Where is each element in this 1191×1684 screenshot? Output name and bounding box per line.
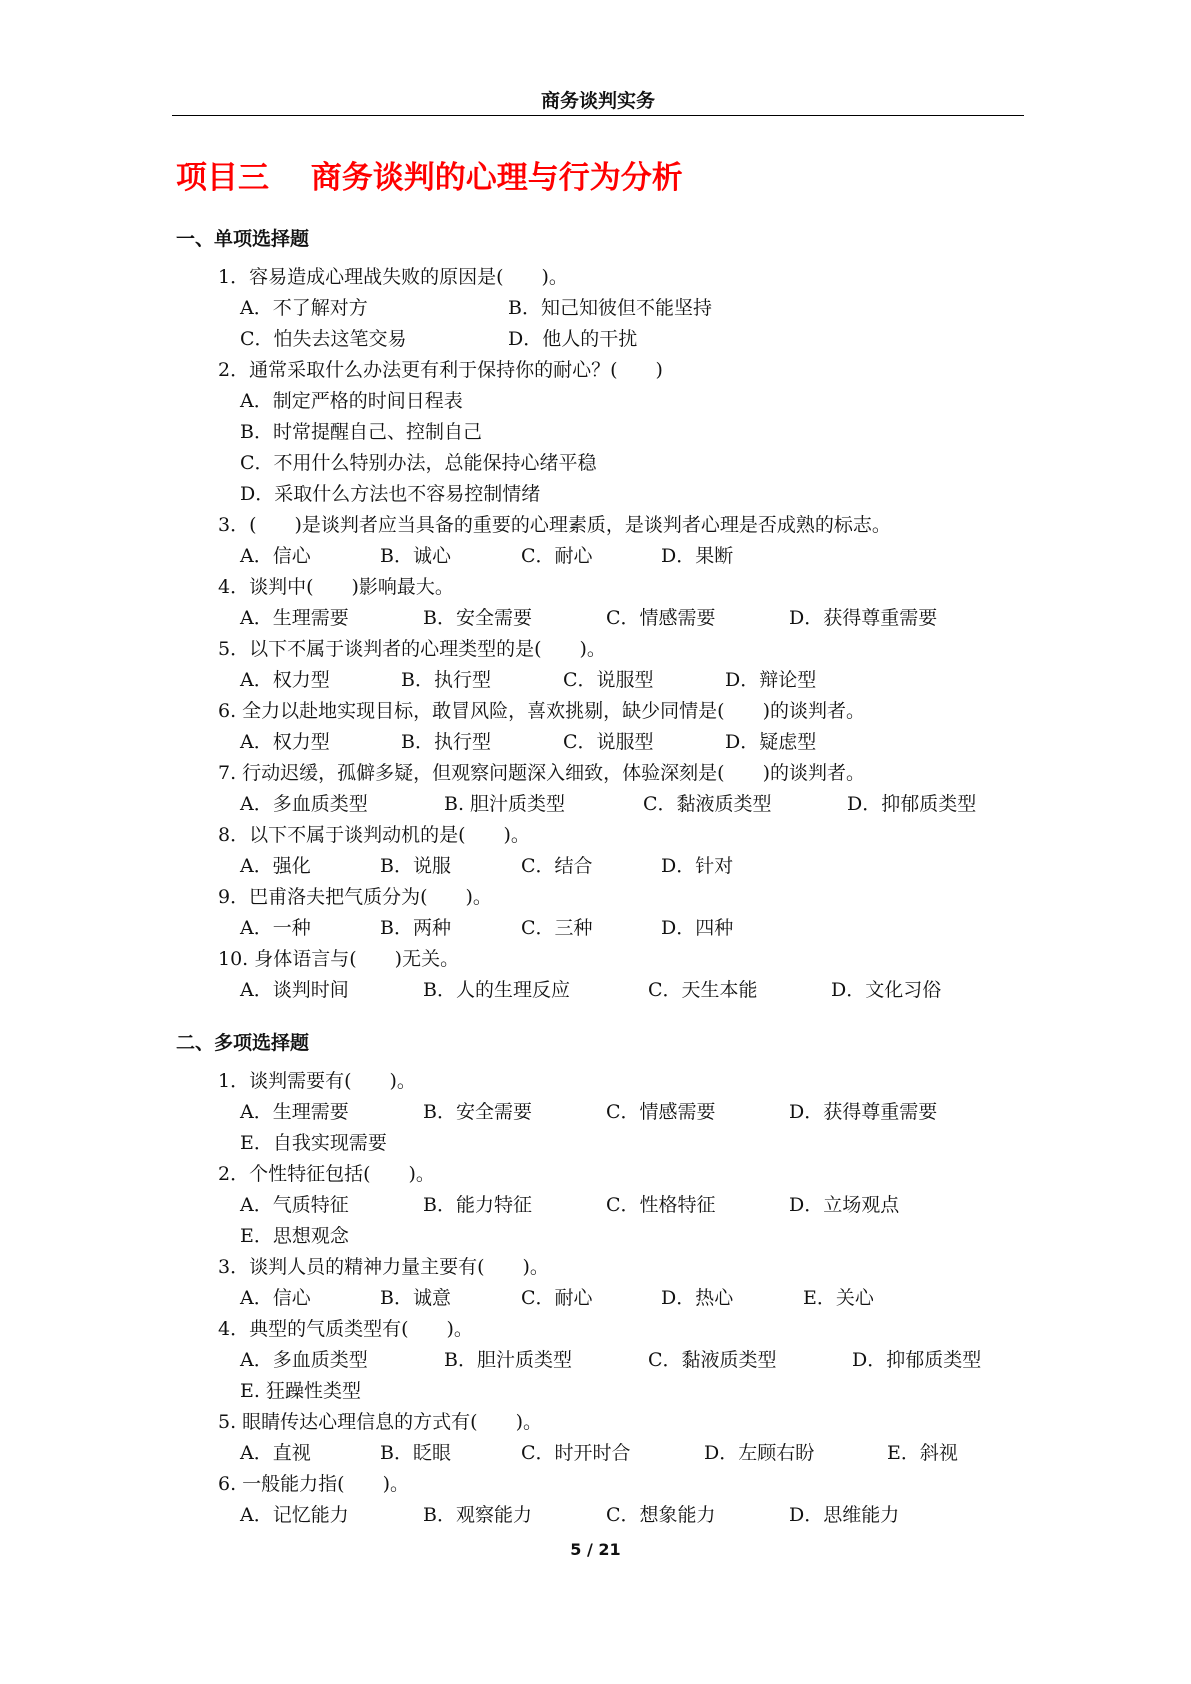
option-c: C．想象能力 [606, 1504, 716, 1526]
option-d: D．辩论型 [725, 669, 817, 691]
option-b: B．执行型 [401, 669, 491, 691]
question-stem: 5. 眼睛传达心理信息的方式有( )。 [218, 1411, 542, 1433]
question-stem: 2．通常采取什么办法更有利于保持你的耐心？( ) [218, 359, 663, 381]
option-d: D．采取什么方法也不容易控制情绪 [240, 483, 541, 505]
option-b: B．知己知彼但不能坚持 [508, 297, 712, 319]
option-d: D．四种 [661, 917, 734, 939]
option-a: A．信心 [240, 1287, 311, 1309]
option-a: A．强化 [240, 855, 311, 877]
option-c: C．结合 [521, 855, 593, 877]
question-stem: 10. 身体语言与( )无关。 [218, 948, 460, 970]
question-stem: 2．个性特征包括( )。 [218, 1163, 435, 1185]
option-b: B．胆汁质类型 [444, 1349, 572, 1371]
option-e: E．思想观念 [240, 1225, 349, 1247]
option-b: B．人的生理反应 [423, 979, 570, 1001]
option-b: B．安全需要 [423, 607, 532, 629]
header-rule [172, 115, 1024, 116]
option-a: A．多血质类型 [240, 1349, 368, 1371]
option-d: D．获得尊重需要 [789, 607, 938, 629]
section-title-multiple-choice: 二、多项选择题 [176, 1032, 310, 1054]
option-a: A．谈判时间 [240, 979, 349, 1001]
question-stem: 7. 行动迟缓，孤僻多疑，但观察问题深入细致，体验深刻是( )的谈判者。 [218, 762, 865, 784]
question-stem: 8．以下不属于谈判动机的是( )。 [218, 824, 530, 846]
page-number: 5 / 21 [570, 1540, 621, 1559]
option-b: B．诚意 [380, 1287, 451, 1309]
option-d: D．他人的干扰 [508, 328, 638, 350]
option-c: C．怕失去这笔交易 [240, 328, 407, 350]
option-c: C．性格特征 [606, 1194, 716, 1216]
option-b: B．安全需要 [423, 1101, 532, 1123]
question-stem: 4．谈判中( )影响最大。 [218, 576, 454, 598]
option-b: B．观察能力 [423, 1504, 532, 1526]
question-stem: 9．巴甫洛夫把气质分为( )。 [218, 886, 492, 908]
option-e: E．关心 [803, 1287, 874, 1309]
option-c: C．情感需要 [606, 1101, 716, 1123]
option-d: D．果断 [661, 545, 734, 567]
option-d: D．疑虑型 [725, 731, 817, 753]
option-b: B．能力特征 [423, 1194, 532, 1216]
question-stem: 3．谈判人员的精神力量主要有( )。 [218, 1256, 549, 1278]
option-a: A．多血质类型 [240, 793, 368, 815]
option-c: C．不用什么特别办法，总能保持心绪平稳 [240, 452, 597, 474]
option-a: A．生理需要 [240, 1101, 349, 1123]
option-c: C．天生本能 [648, 979, 758, 1001]
chapter-title: 项目三 商务谈判的心理与行为分析 [176, 160, 683, 196]
option-d: D．思维能力 [789, 1504, 900, 1526]
question-stem: 4．典型的气质类型有( )。 [218, 1318, 473, 1340]
option-a: A．直视 [240, 1442, 311, 1464]
option-a: A．权力型 [240, 669, 330, 691]
option-d: D．文化习俗 [831, 979, 942, 1001]
option-d: D．左顾右盼 [704, 1442, 815, 1464]
option-b: B．诚心 [380, 545, 451, 567]
question-stem: 3．( )是谈判者应当具备的重要的心理素质，是谈判者心理是否成熟的标志。 [218, 514, 891, 536]
question-stem: 1．谈判需要有( )。 [218, 1070, 416, 1092]
option-b: B．两种 [380, 917, 451, 939]
option-b: B．执行型 [401, 731, 491, 753]
question-stem: 6. 一般能力指( )。 [218, 1473, 409, 1495]
option-e: E．自我实现需要 [240, 1132, 387, 1154]
option-d: D．针对 [661, 855, 734, 877]
option-a: A．权力型 [240, 731, 330, 753]
option-c: C．说服型 [563, 669, 654, 691]
option-b: B．说服 [380, 855, 451, 877]
option-e: E．斜视 [887, 1442, 958, 1464]
option-a: A．不了解对方 [240, 297, 368, 319]
option-c: C．说服型 [563, 731, 654, 753]
option-c: C．三种 [521, 917, 593, 939]
option-e: E. 狂躁性类型 [240, 1380, 361, 1402]
option-c: C．黏液质类型 [643, 793, 772, 815]
option-c: C．时开时合 [521, 1442, 631, 1464]
option-b: B. 胆汁质类型 [444, 793, 566, 815]
option-d: D．热心 [661, 1287, 734, 1309]
option-d: D．抑郁质类型 [852, 1349, 982, 1371]
option-a: A．制定严格的时间日程表 [240, 390, 463, 412]
option-c: C．黏液质类型 [648, 1349, 777, 1371]
option-d: D．抑郁质类型 [847, 793, 977, 815]
option-b: B．眨眼 [380, 1442, 451, 1464]
option-d: D．获得尊重需要 [789, 1101, 938, 1123]
option-c: C．耐心 [521, 545, 593, 567]
option-d: D．立场观点 [789, 1194, 900, 1216]
option-a: A．一种 [240, 917, 311, 939]
option-c: C．情感需要 [606, 607, 716, 629]
question-stem: 5．以下不属于谈判者的心理类型的是( )。 [218, 638, 606, 660]
question-stem: 6. 全力以赴地实现目标，敢冒风险，喜欢挑剔，缺少同情是( )的谈判者。 [218, 700, 865, 722]
question-stem: 1．容易造成心理战失败的原因是( )。 [218, 266, 568, 288]
option-a: A．气质特征 [240, 1194, 349, 1216]
option-a: A．生理需要 [240, 607, 349, 629]
section-title-single-choice: 一、单项选择题 [176, 228, 310, 250]
option-b: B．时常提醒自己、控制自己 [240, 421, 482, 443]
option-a: A．记忆能力 [240, 1504, 349, 1526]
option-c: C．耐心 [521, 1287, 593, 1309]
running-header: 商务谈判实务 [540, 90, 655, 112]
option-a: A．信心 [240, 545, 311, 567]
